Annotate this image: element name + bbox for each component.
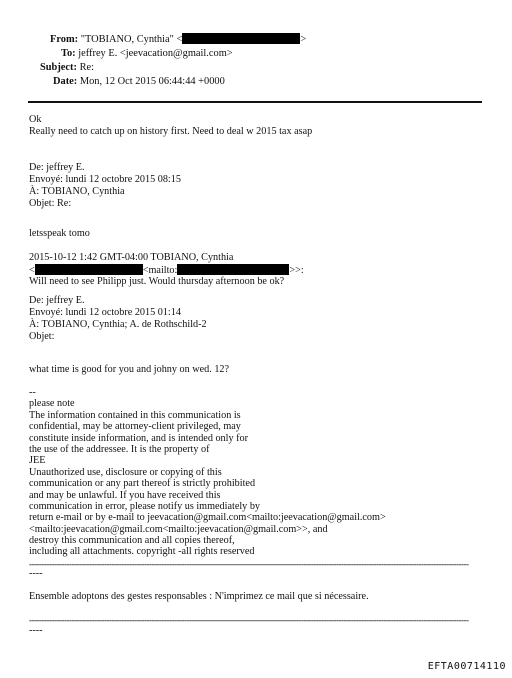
text-line: Really need to catch up on history first. Need to deal w 2015 tax asap (29, 126, 313, 137)
letsspeak-text: letsspeak tomo (29, 228, 90, 239)
date-value: Mon, 12 Oct 2015 06:44:44 +0000 (79, 76, 225, 87)
quote2-block (29, 252, 304, 288)
redaction-bar (35, 264, 143, 275)
subject-row (40, 61, 94, 74)
text-line: destroy this communication and all copies thereof, (29, 535, 235, 547)
text-line: De: jeffrey E. (29, 295, 85, 306)
quote3-header (29, 295, 207, 343)
header-divider (28, 101, 482, 103)
quote2-address-line: < <mailto: >>: (29, 265, 304, 276)
signature-disclaimer (29, 387, 386, 558)
text-line: constitute inside information, and is intended only for (29, 432, 248, 444)
redaction-bar (182, 33, 300, 44)
text-line: Envoyé: lundi 12 octobre 2015 08:15 (29, 174, 181, 185)
text-line: communication in error, please notify us immediately by (29, 500, 261, 512)
quote1-header (29, 162, 181, 210)
reply-block (29, 114, 312, 138)
quote2-header: 2015-10-12 1:42 GMT-04:00 TOBIANO, Cynthia (29, 252, 234, 263)
to-value: jeffrey E. <jeevacation@gmail.com> (78, 48, 233, 59)
subject-label: Subject: (40, 62, 77, 73)
text-line: <mailto:jeevacation@gmail.com<mailto:jeevacation@gmail.com>>, and (29, 523, 328, 535)
text-line: Ok (29, 114, 42, 125)
document-id: EFTA00714110 (427, 661, 506, 672)
question-text: what time is good for you and johny on wed. 12? (29, 364, 230, 375)
text-line: communication or any part thereof is strictly prohibited (29, 478, 256, 490)
from-row (50, 33, 306, 46)
text-line: The information contained in this communication is (29, 409, 241, 421)
to-row (61, 47, 233, 60)
text-line: including all attachments. copyright -all rights reserved (29, 546, 255, 558)
text-line: JEE (29, 455, 46, 467)
from-label: From: (50, 34, 79, 45)
text-line: Unauthorized use, disclosure or copying of this (29, 466, 222, 478)
from-end: > (300, 34, 307, 45)
text-line: Objet: Re: (29, 198, 72, 209)
date-row (53, 75, 225, 88)
text-line: and may be unlawful. If you have received this (29, 489, 221, 501)
text-line: return e-mail or by e-mail to jeevacation@gmail.com<mailto:jeevacation@gmail.com> (29, 512, 386, 524)
quote2-text: Will need to see Philipp just. Would thursday afternoon be ok? (29, 276, 285, 287)
text-line: the use of the addressee. It is the property of (29, 443, 210, 455)
text-line: Envoyé: lundi 12 octobre 2015 01:14 (29, 307, 181, 318)
from-value: "TOBIANO, Cynthia" < (80, 34, 183, 45)
date-label: Date: (53, 76, 78, 87)
dashed-separator: -------------------------------------------------------------------------------------------------------------------------------------------------------------------------------- (29, 560, 469, 569)
redaction-bar (177, 264, 289, 275)
text-line: De: jeffrey E. (29, 162, 85, 173)
subject-value: Re: (79, 62, 94, 73)
text-line: À: TOBIANO, Cynthia (29, 186, 125, 197)
text-line: Objet: (29, 331, 55, 342)
dash-tail: ---- (29, 625, 43, 636)
ensemble-text: Ensemble adoptons des gestes responsables : N'imprimez ce mail que si nécessaire. (29, 591, 369, 602)
to-label: To: (61, 48, 76, 59)
text-line: -- (29, 387, 36, 398)
text-line: confidential, may be attorney-client privileged, may (29, 421, 241, 433)
text-line: please note (29, 398, 75, 410)
text-line: À: TOBIANO, Cynthia; A. de Rothschild-2 (29, 319, 207, 330)
dash-tail: ---- (29, 568, 43, 579)
dashed-separator: -------------------------------------------------------------------------------------------------------------------------------------------------------------------------------- (29, 616, 469, 625)
